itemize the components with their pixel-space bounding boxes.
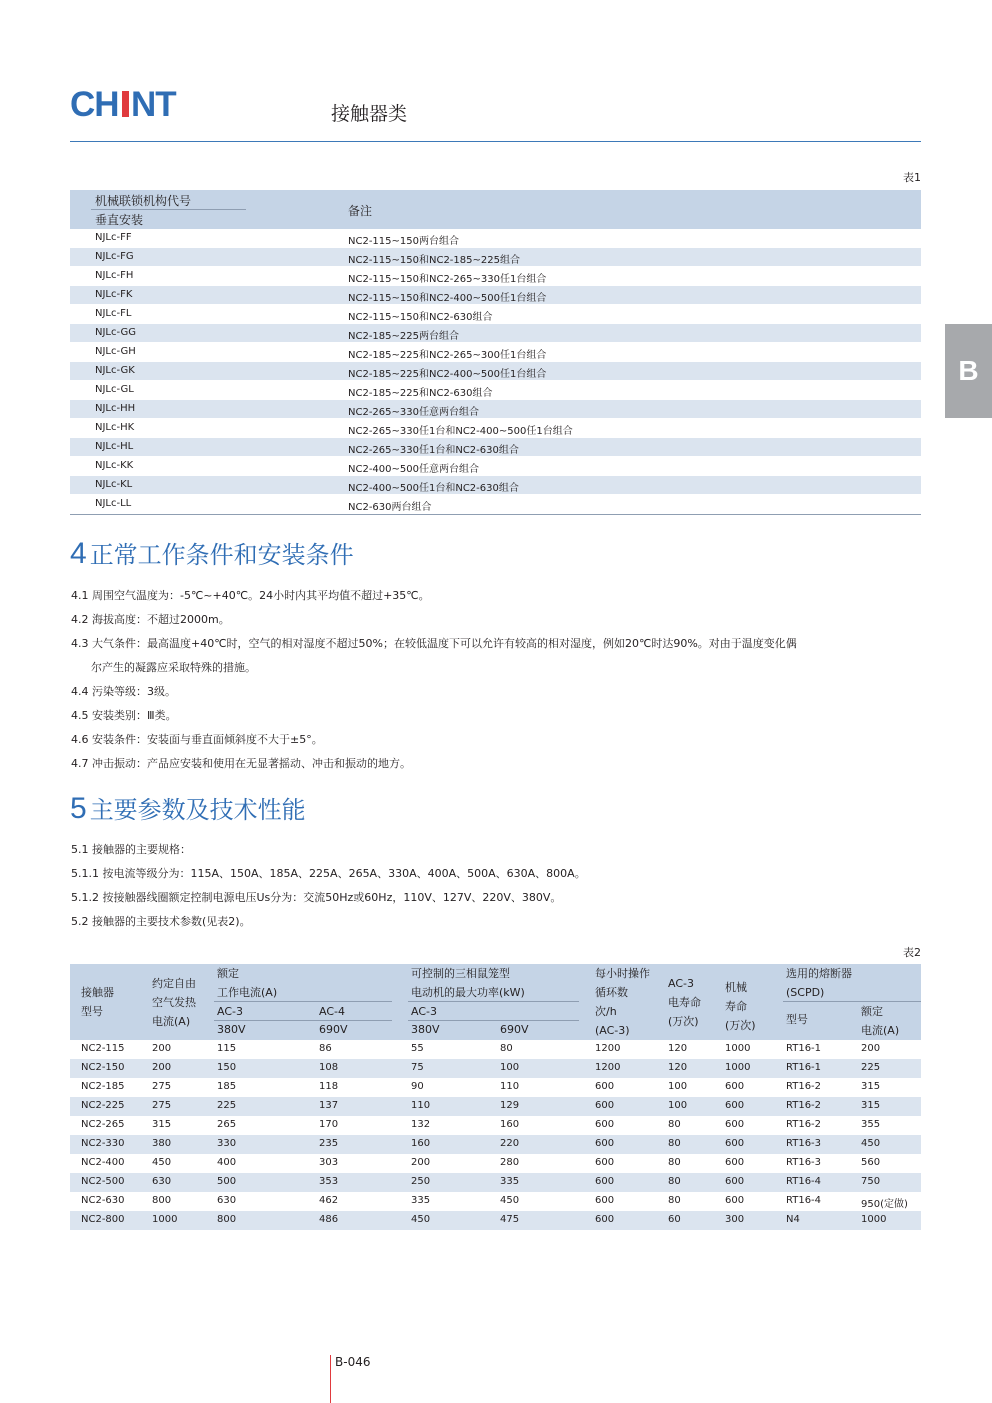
cell-ops: 600 bbox=[595, 1214, 615, 1225]
cell-model: NC2-185 bbox=[81, 1081, 125, 1092]
table1-header bbox=[70, 190, 921, 229]
interlock-note: NC2-400~500任意两台组合 bbox=[348, 464, 479, 475]
cell-mech-life: 600 bbox=[725, 1157, 745, 1168]
interlock-code: NJLc-FG bbox=[95, 251, 134, 262]
section5-number: 5 bbox=[70, 792, 87, 825]
th-mech-l3: (万次) bbox=[725, 1019, 756, 1032]
th-fuse bbox=[786, 964, 852, 1002]
table-row bbox=[70, 1154, 921, 1173]
cell-power-380: 132 bbox=[411, 1119, 431, 1130]
section5-heading bbox=[70, 790, 306, 826]
th-power-380: 380V bbox=[411, 1023, 440, 1036]
th-model-l2: 型号 bbox=[81, 1005, 103, 1018]
cell-power-380: 110 bbox=[411, 1100, 431, 1111]
table-row bbox=[70, 229, 921, 248]
section4-title: 正常工作条件和安装条件 bbox=[89, 541, 354, 569]
cell-power-690: 220 bbox=[500, 1138, 520, 1149]
th-ie-ac3-v: 380V bbox=[217, 1023, 246, 1036]
interlock-note: NC2-400~500任1台和NC2-630组合 bbox=[348, 483, 519, 494]
cell-power-690: 100 bbox=[500, 1062, 520, 1073]
interlock-code: NJLc-GL bbox=[95, 384, 134, 395]
table-row bbox=[70, 457, 921, 476]
para-4-6: 4.6 安装条件：安装面与垂直面倾斜度不大于±5°。 bbox=[71, 733, 323, 746]
th-ie-ac4-v: 690V bbox=[319, 1023, 348, 1036]
para-4-7: 4.7 冲击振动：产品应安装和使用在无显著摇动、冲击和振动的地方。 bbox=[71, 757, 411, 770]
header-divider bbox=[70, 141, 921, 142]
table-row bbox=[70, 381, 921, 400]
cell-ie-ac4: 303 bbox=[319, 1157, 339, 1168]
cell-model: NC2-150 bbox=[81, 1062, 125, 1073]
interlock-code: NJLc-FF bbox=[95, 232, 132, 243]
table-row bbox=[70, 1211, 921, 1230]
th-ops-l3: 次/h bbox=[595, 1005, 617, 1018]
table-row bbox=[70, 1135, 921, 1154]
table1-head-divider bbox=[91, 209, 246, 210]
table-row bbox=[70, 1097, 921, 1116]
cell-ops: 600 bbox=[595, 1195, 615, 1206]
th-ie-l1: 额定 bbox=[217, 967, 239, 980]
cell-power-380: 335 bbox=[411, 1195, 431, 1206]
table1-label: 表1 bbox=[903, 171, 921, 184]
th-mech-l1: 机械 bbox=[725, 981, 747, 994]
cell-ie-ac3: 330 bbox=[217, 1138, 237, 1149]
cell-power-690: 280 bbox=[500, 1157, 520, 1168]
cell-fuse-rated: 560 bbox=[861, 1157, 881, 1168]
cell-ie-ac4: 170 bbox=[319, 1119, 339, 1130]
cell-mech-life: 600 bbox=[725, 1119, 745, 1130]
cell-fuse-rated: 450 bbox=[861, 1138, 881, 1149]
cell-ith: 380 bbox=[152, 1138, 172, 1149]
th-fuse-rated bbox=[861, 1002, 899, 1040]
table-row bbox=[70, 362, 921, 381]
table1-body bbox=[70, 229, 921, 514]
cell-model: NC2-800 bbox=[81, 1214, 125, 1225]
cell-ops: 600 bbox=[595, 1081, 615, 1092]
table-row bbox=[70, 1078, 921, 1097]
cell-ie-ac4: 137 bbox=[319, 1100, 339, 1111]
para-4-4: 4.4 污染等级：3级。 bbox=[71, 685, 176, 698]
interlock-table bbox=[70, 190, 921, 515]
cell-ops: 600 bbox=[595, 1157, 615, 1168]
cell-ith: 1000 bbox=[152, 1214, 178, 1225]
th-fuse-l2: (SCPD) bbox=[786, 986, 825, 999]
cell-ops: 1200 bbox=[595, 1043, 621, 1054]
table2-header bbox=[70, 964, 921, 1040]
cell-ops: 600 bbox=[595, 1100, 615, 1111]
svg-text:CH: CH bbox=[70, 86, 119, 122]
para-4-5: 4.5 安装类别：Ⅲ类。 bbox=[71, 709, 177, 722]
interlock-code: NJLc-GH bbox=[95, 346, 136, 357]
section-title: 接触器类 bbox=[331, 103, 408, 125]
cell-ie-ac3: 225 bbox=[217, 1100, 237, 1111]
th-ie-ac3: AC-3 bbox=[217, 1005, 243, 1018]
table-row bbox=[70, 1192, 921, 1211]
th-ith bbox=[152, 974, 196, 1031]
para-4-1: 4.1 周围空气温度为：-5℃~+40℃。24小时内其平均值不超过+35℃。 bbox=[71, 589, 430, 602]
table1-head-code: 机械联锁机构代号 bbox=[95, 194, 192, 208]
cell-mech-life: 1000 bbox=[725, 1062, 751, 1073]
cell-power-690: 475 bbox=[500, 1214, 520, 1225]
cell-fuse-model: RT16-3 bbox=[786, 1138, 822, 1149]
cell-elec-life: 100 bbox=[668, 1081, 688, 1092]
section4-number: 4 bbox=[70, 537, 87, 570]
interlock-code: NJLc-LL bbox=[95, 498, 132, 509]
th-elec bbox=[668, 974, 701, 1031]
cell-fuse-model: RT16-3 bbox=[786, 1157, 822, 1168]
section5-title: 主要参数及技术性能 bbox=[89, 796, 306, 824]
interlock-code: NJLc-GG bbox=[95, 327, 136, 338]
cell-ops: 600 bbox=[595, 1119, 615, 1130]
th-ith-l2: 空气发热 bbox=[152, 996, 196, 1009]
cell-ith: 200 bbox=[152, 1062, 172, 1073]
table-row bbox=[70, 1059, 921, 1078]
cell-model: NC2-330 bbox=[81, 1138, 125, 1149]
th-elec-l3: (万次) bbox=[668, 1015, 699, 1028]
cell-ie-ac4: 86 bbox=[319, 1043, 332, 1054]
th-ith-l1: 约定自由 bbox=[152, 977, 196, 990]
cell-fuse-model: RT16-4 bbox=[786, 1195, 822, 1206]
th-power-ac3: AC-3 bbox=[411, 1005, 437, 1018]
table-row bbox=[70, 400, 921, 419]
cell-fuse-rated: 1000 bbox=[861, 1214, 887, 1225]
cell-fuse-model: RT16-1 bbox=[786, 1043, 822, 1054]
cell-model: NC2-115 bbox=[81, 1043, 125, 1054]
interlock-code: NJLc-KL bbox=[95, 479, 133, 490]
footer-accent-line bbox=[330, 1355, 331, 1403]
cell-power-380: 160 bbox=[411, 1138, 431, 1149]
para-5-1-2: 5.1.2 按接触器线圈额定控制电源电压Us分为：交流50Hz或60Hz，110V、127V、220V、380V。 bbox=[71, 891, 562, 904]
table-row bbox=[70, 1116, 921, 1135]
cell-fuse-rated: 225 bbox=[861, 1062, 881, 1073]
section5-body bbox=[71, 838, 921, 934]
th-mech-l2: 寿命 bbox=[725, 1000, 747, 1013]
cell-fuse-model: RT16-2 bbox=[786, 1119, 822, 1130]
cell-ie-ac3: 115 bbox=[217, 1043, 237, 1054]
th-fuse-rated-l1: 额定 bbox=[861, 1005, 883, 1018]
cell-ith: 450 bbox=[152, 1157, 172, 1168]
th-ops-l2: 循环数 bbox=[595, 986, 628, 999]
th-power-l1: 可控制的三相鼠笼型 bbox=[411, 967, 510, 980]
cell-mech-life: 600 bbox=[725, 1176, 745, 1187]
cell-fuse-model: RT16-4 bbox=[786, 1176, 822, 1187]
interlock-code: NJLc-HH bbox=[95, 403, 136, 414]
interlock-note: NC2-115~150和NC2-630组合 bbox=[348, 312, 493, 323]
cell-mech-life: 600 bbox=[725, 1138, 745, 1149]
table-row bbox=[70, 343, 921, 362]
cell-fuse-model: RT16-1 bbox=[786, 1062, 822, 1073]
cell-elec-life: 120 bbox=[668, 1062, 688, 1073]
interlock-note: NC2-115~150两台组合 bbox=[348, 236, 459, 247]
table-row bbox=[70, 419, 921, 438]
th-power-690: 690V bbox=[500, 1023, 529, 1036]
para-4-2: 4.2 海拔高度：不超过2000m。 bbox=[71, 613, 230, 626]
cell-fuse-rated: 355 bbox=[861, 1119, 881, 1130]
interlock-note: NC2-115~150和NC2-400~500任1台组合 bbox=[348, 293, 547, 304]
para-5-2: 5.2 接触器的主要技术参数(见表2)。 bbox=[71, 915, 251, 928]
interlock-note: NC2-265~330任1台和NC2-400~500任1台组合 bbox=[348, 426, 573, 437]
cell-power-380: 75 bbox=[411, 1062, 424, 1073]
cell-fuse-model: RT16-2 bbox=[786, 1100, 822, 1111]
interlock-code: NJLc-KK bbox=[95, 460, 134, 471]
chapter-tab: B bbox=[945, 324, 992, 418]
cell-ie-ac3: 630 bbox=[217, 1195, 237, 1206]
cell-power-380: 250 bbox=[411, 1176, 431, 1187]
cell-elec-life: 100 bbox=[668, 1100, 688, 1111]
th-ops bbox=[595, 964, 650, 1040]
cell-power-380: 90 bbox=[411, 1081, 424, 1092]
section4-body bbox=[71, 584, 921, 776]
cell-mech-life: 600 bbox=[725, 1100, 745, 1111]
interlock-note: NC2-265~330任1台和NC2-630组合 bbox=[348, 445, 519, 456]
cell-fuse-rated: 950(定做) bbox=[861, 1199, 908, 1210]
cell-model: NC2-400 bbox=[81, 1157, 125, 1168]
cell-fuse-rated: 315 bbox=[861, 1100, 881, 1111]
interlock-note: NC2-630两台组合 bbox=[348, 502, 432, 513]
cell-ith: 200 bbox=[152, 1043, 172, 1054]
cell-mech-life: 300 bbox=[725, 1214, 745, 1225]
cell-fuse-model: RT16-2 bbox=[786, 1081, 822, 1092]
interlock-note: NC2-185~225和NC2-265~300任1台组合 bbox=[348, 350, 547, 361]
cell-model: NC2-225 bbox=[81, 1100, 125, 1111]
cell-power-380: 450 bbox=[411, 1214, 431, 1225]
cell-power-690: 160 bbox=[500, 1119, 520, 1130]
cell-fuse-rated: 200 bbox=[861, 1043, 881, 1054]
cell-ie-ac3: 400 bbox=[217, 1157, 237, 1168]
cell-elec-life: 80 bbox=[668, 1119, 681, 1130]
cell-ie-ac4: 353 bbox=[319, 1176, 339, 1187]
th-ie-l2: 工作电流(A) bbox=[217, 986, 278, 999]
cell-elec-life: 80 bbox=[668, 1138, 681, 1149]
interlock-code: NJLc-FH bbox=[95, 270, 134, 281]
cell-ie-ac4: 462 bbox=[319, 1195, 339, 1206]
page-number: B-046 bbox=[335, 1355, 371, 1369]
chint-logo bbox=[70, 86, 194, 122]
cell-fuse-rated: 315 bbox=[861, 1081, 881, 1092]
cell-elec-life: 80 bbox=[668, 1176, 681, 1187]
cell-power-690: 129 bbox=[500, 1100, 520, 1111]
table-row bbox=[70, 305, 921, 324]
cell-mech-life: 600 bbox=[725, 1195, 745, 1206]
table-row bbox=[70, 267, 921, 286]
cell-power-690: 450 bbox=[500, 1195, 520, 1206]
th-model-l1: 接触器 bbox=[81, 986, 114, 999]
th-ith-l3: 电流(A) bbox=[152, 1015, 191, 1028]
th-fuse-rule bbox=[783, 1001, 921, 1002]
interlock-code: NJLc-FK bbox=[95, 289, 133, 300]
cell-power-380: 200 bbox=[411, 1157, 431, 1168]
th-ops-l4: (AC-3) bbox=[595, 1024, 630, 1037]
para-5-1-1: 5.1.1 按电流等级分为：115A、150A、185A、225A、265A、330A、400A、500A、630A、800A。 bbox=[71, 867, 586, 880]
cell-mech-life: 1000 bbox=[725, 1043, 751, 1054]
th-ie bbox=[217, 964, 277, 1002]
interlock-code: NJLc-HK bbox=[95, 422, 135, 433]
cell-model: NC2-630 bbox=[81, 1195, 125, 1206]
table1-head-note: 备注 bbox=[348, 204, 373, 218]
cell-ith: 800 bbox=[152, 1195, 172, 1206]
interlock-code: NJLc-FL bbox=[95, 308, 132, 319]
th-fuse-l1: 选用的熔断器 bbox=[786, 967, 852, 980]
table-row bbox=[70, 476, 921, 495]
svg-text:NT: NT bbox=[131, 86, 176, 122]
cell-ops: 1200 bbox=[595, 1062, 621, 1073]
cell-fuse-rated: 750 bbox=[861, 1176, 881, 1187]
cell-power-380: 55 bbox=[411, 1043, 424, 1054]
cell-ie-ac4: 235 bbox=[319, 1138, 339, 1149]
cell-ie-ac4: 486 bbox=[319, 1214, 339, 1225]
th-ops-l1: 每小时操作 bbox=[595, 967, 650, 980]
interlock-code: NJLc-HL bbox=[95, 441, 134, 452]
cell-ie-ac4: 118 bbox=[319, 1081, 339, 1092]
table-row bbox=[70, 286, 921, 305]
table-row bbox=[70, 495, 921, 514]
table-row bbox=[70, 1173, 921, 1192]
table-row bbox=[70, 248, 921, 267]
cell-elec-life: 80 bbox=[668, 1157, 681, 1168]
interlock-note: NC2-185~225两台组合 bbox=[348, 331, 459, 342]
spec-table bbox=[70, 964, 921, 1230]
para-4-3: 4.3 大气条件：最高温度+40℃时，空气的相对湿度不超过50%；在较低温度下可以允许有较高的相对湿度，例如20℃时达90%。对由于温度变化偶 bbox=[71, 637, 797, 650]
cell-fuse-model: N4 bbox=[786, 1214, 800, 1225]
cell-power-690: 80 bbox=[500, 1043, 513, 1054]
interlock-note: NC2-185~225和NC2-400~500任1台组合 bbox=[348, 369, 547, 380]
table1-head-mount: 垂直安装 bbox=[95, 213, 144, 227]
interlock-code: NJLc-GK bbox=[95, 365, 135, 376]
cell-model: NC2-265 bbox=[81, 1119, 125, 1130]
th-model bbox=[81, 983, 114, 1021]
interlock-note: NC2-185~225和NC2-630组合 bbox=[348, 388, 493, 399]
cell-ie-ac3: 800 bbox=[217, 1214, 237, 1225]
cell-ith: 630 bbox=[152, 1176, 172, 1187]
section4-heading bbox=[70, 535, 354, 571]
table-row bbox=[70, 1040, 921, 1059]
th-fuse-model: 型号 bbox=[786, 1013, 808, 1026]
cell-power-690: 110 bbox=[500, 1081, 520, 1092]
cell-ie-ac3: 265 bbox=[217, 1119, 237, 1130]
cell-model: NC2-500 bbox=[81, 1176, 125, 1187]
table1-bottom-rule bbox=[70, 514, 921, 515]
th-ie-ac4: AC-4 bbox=[319, 1005, 345, 1018]
th-power-l2: 电动机的最大功率(kW) bbox=[411, 986, 525, 999]
th-power bbox=[411, 964, 525, 1002]
cell-ie-ac4: 108 bbox=[319, 1062, 339, 1073]
th-elec-l1: AC-3 bbox=[668, 977, 694, 990]
cell-ith: 275 bbox=[152, 1100, 172, 1111]
interlock-note: NC2-115~150和NC2-265~330任1台组合 bbox=[348, 274, 547, 285]
cell-ie-ac3: 185 bbox=[217, 1081, 237, 1092]
th-elec-l2: 电寿命 bbox=[668, 996, 701, 1009]
cell-elec-life: 120 bbox=[668, 1043, 688, 1054]
table-row bbox=[70, 438, 921, 457]
cell-ith: 315 bbox=[152, 1119, 172, 1130]
cell-elec-life: 60 bbox=[668, 1214, 681, 1225]
cell-ie-ac3: 500 bbox=[217, 1176, 237, 1187]
para-5-1: 5.1 接触器的主要规格： bbox=[71, 843, 191, 856]
table2-body bbox=[70, 1040, 921, 1230]
th-fuse-rated-l2: 电流(A) bbox=[861, 1024, 900, 1037]
cell-power-690: 335 bbox=[500, 1176, 520, 1187]
cell-elec-life: 80 bbox=[668, 1195, 681, 1206]
interlock-note: NC2-265~330任意两台组合 bbox=[348, 407, 479, 418]
cell-ops: 600 bbox=[595, 1138, 615, 1149]
cell-ith: 275 bbox=[152, 1081, 172, 1092]
cell-ie-ac3: 150 bbox=[217, 1062, 237, 1073]
table2-label: 表2 bbox=[903, 946, 921, 959]
interlock-note: NC2-115~150和NC2-185~225组合 bbox=[348, 255, 520, 266]
cell-mech-life: 600 bbox=[725, 1081, 745, 1092]
cell-ops: 600 bbox=[595, 1176, 615, 1187]
table-row bbox=[70, 324, 921, 343]
para-4-3-cont: 尔产生的凝露应采取特殊的措施。 bbox=[91, 661, 256, 674]
th-mech bbox=[725, 978, 756, 1035]
